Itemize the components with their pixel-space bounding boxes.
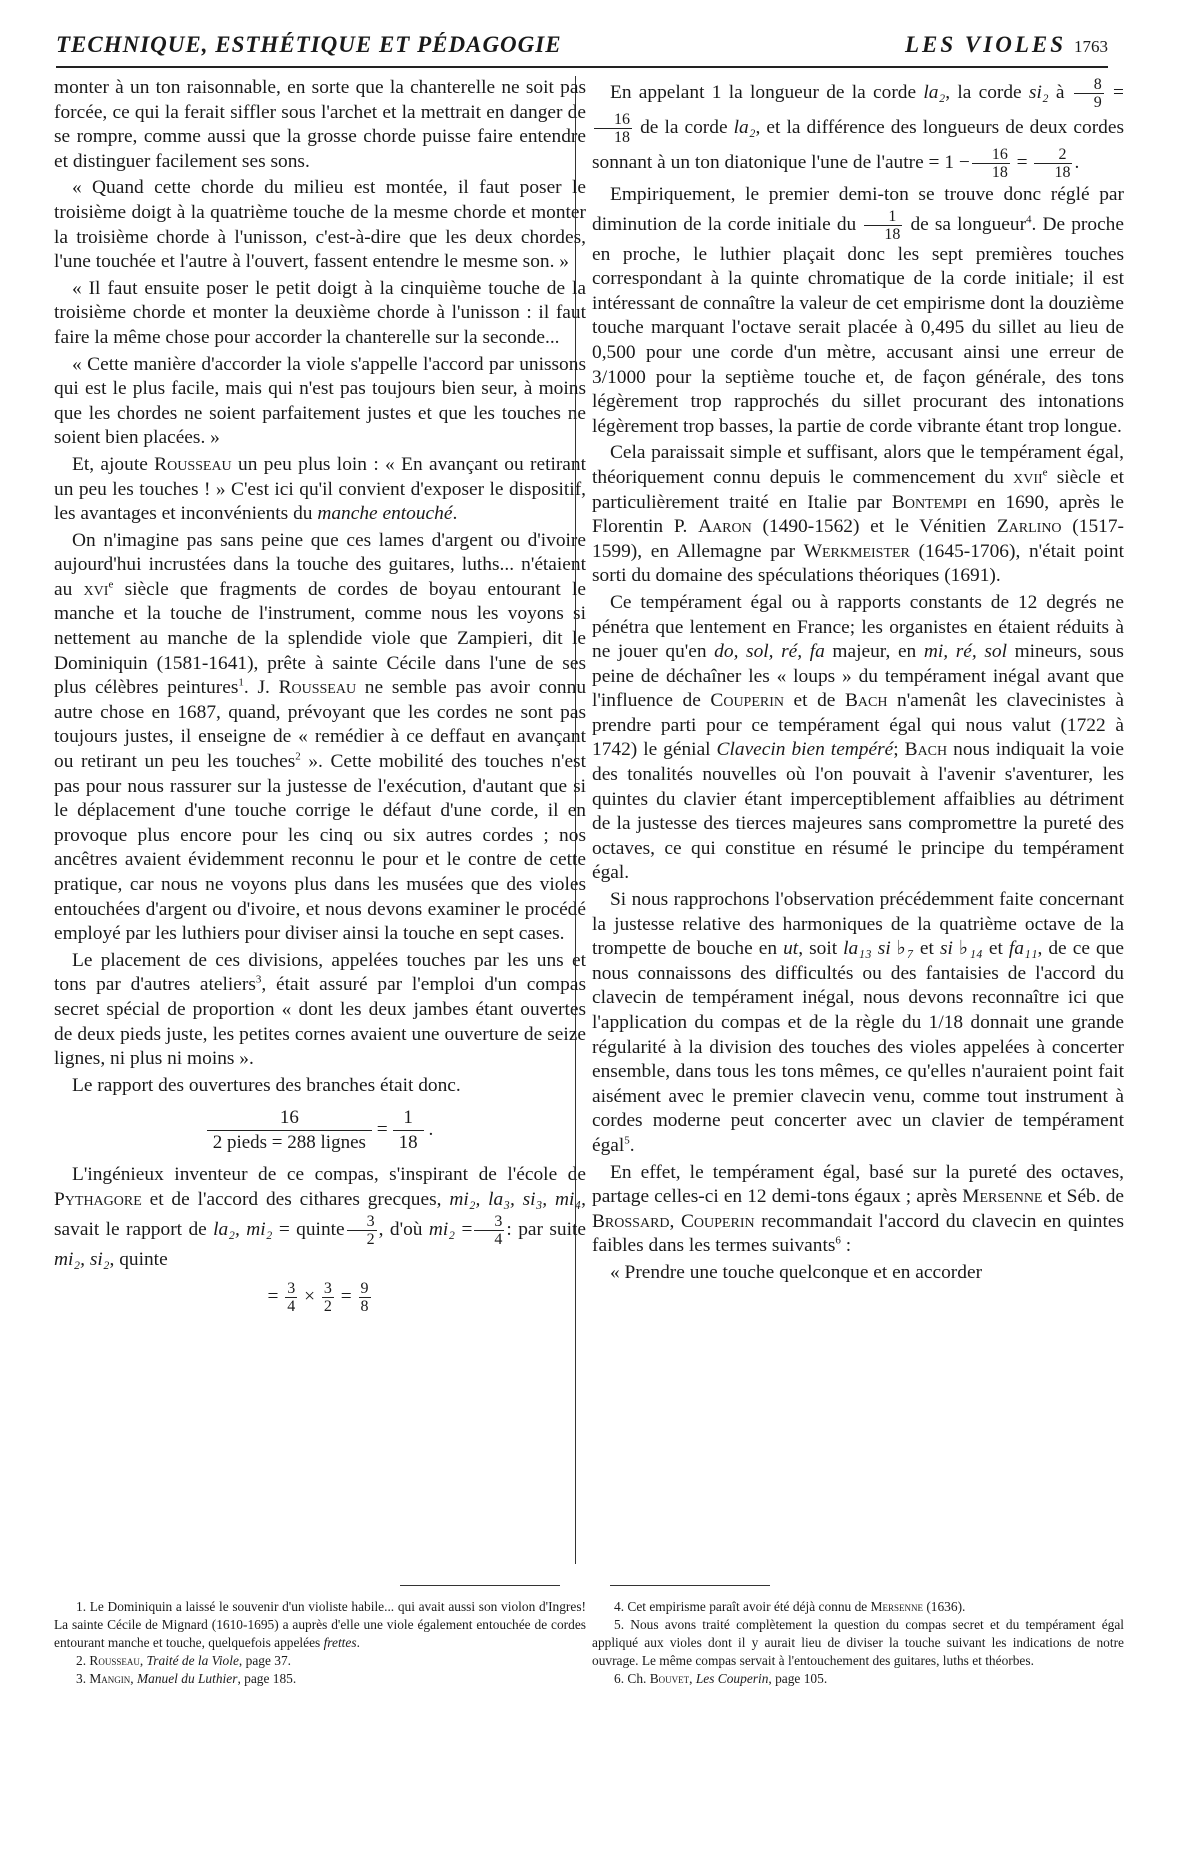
paragraph: En appelant 1 la longueur de la corde la₂, la corde si₂ à $\frac{8}{9}$ = $\frac{16}{18}$ de la corde la₂, et la différence des longueurs de deux cordes sonnant à un ton diatonique l'une de l'autre = 1 − $\frac{16}{18}$ = $\frac{2}{18}$ . <box>592 76 1125 181</box>
author-name: Aaron <box>698 516 752 538</box>
paragraph: « Il faut ensuite poser le petit doigt à la cinquième touche de la troisième chorde et monter la deuxième chorde à l'unisson : il faut faire la même chose pour accorder la chanterelle sur la seconde... <box>54 277 586 348</box>
paragraph: « Quand cette chorde du milieu est montée, il faut poser le troisième doigt à la quatrième touche de la mesme chorde et monter la troisième chorde à l'unisson, c'est-à-dire que les deux chordes, l'une touchée et l'autre à l'ouvert, fassent entendre le mesme son. » <box>54 177 586 273</box>
author-name: Zarlino <box>996 516 1062 538</box>
footnote-ref: 4 <box>1026 213 1032 226</box>
footnote-ref: 5 <box>624 1134 630 1147</box>
author-name: Bach <box>904 739 948 761</box>
paragraph: Empiriquement, le premier demi-ton se trouve donc réglé par diminution de la corde initiale du $\frac{1}{18}$ de sa longueur$^4$. De proche en proche, le luthier plaçait donc les sept premières touches correspondant à la quinte chromatique de la corde initiale; il est intéressant de connaître la valeur de cet empirisme dont la douzième touche marquant l'octave serait placée à 0,495 du sillet au lieu de 0,500 pour une corde d'un mètre, accusant ainsi une erreur de 3/1000 pour la septième touche et, de façon générale, des tons légèrement trop rapprochés du sillet procurant des intonations légèrement trop basses, la partie de corde vibrante étant trop longue. <box>592 184 1124 437</box>
author-name: Werkmeister <box>803 540 910 562</box>
right-column <box>592 76 1124 1288</box>
running-header-chapter-title: LES VIOLES <box>904 32 1066 57</box>
running-header <box>56 30 1108 68</box>
footnote: 6. Ch. Bouvet, Les Couperin, page 105. <box>614 1671 828 1686</box>
footnote-ref: 6 <box>835 1234 841 1247</box>
footnote-ref: 1 <box>238 676 244 689</box>
footnote-rule-left <box>400 1585 560 1586</box>
author-name: Bach <box>844 690 888 712</box>
paragraph: Et, ajoute Rousseau un peu plus loin : « En avançant ou retirant un peu les touches ! » C'est ici qu'il convient d'exposer le dispositif, les avantages et inconvénients du manche entouché. <box>54 453 586 525</box>
author-name: Rousseau <box>154 453 232 475</box>
equation-ratio: 16 2 pieds = 288 lignes = $\frac{1}{18}$ . <box>54 1106 586 1155</box>
paragraph: L'ingénieux inventeur de ce compas, s'inspirant de l'école de Pythagore et de l'accord des cithares grecques, mi₂, la₃, si₃, mi₄, savait le rapport de la₂, mi₂ = quinte $\frac{3}{2}$ , d'où mi₂ = $\frac{3}{4}$ : par suite mi₂, si₂, quinte <box>54 1164 586 1270</box>
paragraph: On n'imagine pas sans peine que ces lames d'argent ou d'ivoire aujourd'hui incrustées dans la touche des guitares, luths... n'étaient au xvi$^e$ siècle que fragments de cordes de boyau entourant le manche et la touche de l'instrument, comme nous les voyons si nettement au manche de la splendide viole que Zampieri, dit le Dominiquin (1581-1641), prête à sainte Cécile dans l'une de ses plus célèbres peintures$^1$. J. Rousseau ne semble pas avoir connu autre chose en 1687, quand, prévoyant que les cordes ne sont pas toujours justes, il enseigne de « remédier à ce deffaut en avançant ou retirant un peu les touches$^2$ ». Cette mobilité des touches n'est pas pour nous rassurer sur la justesse de l'exécution, d'autant que si le déplacement d'une touche corrige le défaut d'une corde, il en provoque plus encore pour les cinq ou six autres cordes ; nos ancêtres avaient évidemment reconnu le pour et le contre de cette pratique, car nous ne voyons plus dans les musées que des violes entouchées d'argent ou d'ivoire, et nous devons examiner le procédé employé par les luthiers pour diviser ainsi la touche en sept cases. <box>54 529 587 945</box>
paragraph: Le placement de ces divisions, appelées touches par les uns et tons par d'autres ateliers$^3$, était assuré par l'emploi d'un compas secret spécial de proportion « dont les deux jambes étant ouvertes de deux pieds juste, les petites cornes avaient une ouverture de seize lignes, ni plus ni moins ». <box>54 949 586 1070</box>
footnote-ref: 3 <box>255 973 262 986</box>
footnotes-right <box>592 1598 1124 1688</box>
author-name: Pythagore <box>54 1188 142 1210</box>
footnotes-left <box>54 1598 586 1688</box>
author-name: Couperin <box>710 690 785 712</box>
author-name: Rousseau <box>278 677 357 699</box>
paragraph: « Prendre une touche quelconque et en accorder <box>610 1261 983 1283</box>
paragraph: Ce tempérament égal ou à rapports constants de 12 degrés ne pénétra que lentement en France; les organistes en étaient réduits à ne jouer qu'en do, sol, ré, fa majeur, en mi, ré, sol mineurs, sous peine de déchaîner les « loups » du tempérament inégal avant que l'influence de Couperin et de Bach n'amenât les clavecinistes à prendre parti pour ce tempérament égal qui nous valut (1722 à 1742) le génial Clavecin bien tempéré; Bach nous indiquait la voie des tonalités nouvelles où l'on pouvait à l'avenir s'aventurer, les quintes du clavier étant imperceptiblement affaiblies au détriment de la justesse des tierces majeures sans compromettre la pureté des octaves, ce qui constitue en résumé le principe du tempérament égal. <box>592 591 1125 884</box>
author-name: Couperin <box>680 1210 755 1232</box>
footnote-ref: 2 <box>295 750 301 763</box>
equation-product: = $\frac{3}{4}$ × $\frac{3}{2}$ = $\frac{9}{8}$ <box>267 1280 369 1316</box>
paragraph: Cela paraissait simple et suffisant, alors que le tempérament égal, théoriquement connu depuis le commencement du xvii$^e$ siècle et particulièrement traité en Italie par Bontempi en 1690, après le Florentin P. Aaron (1490-1562) et le Vénitien Zarlino (1517-1599), en Allemagne par Werkmeister (1645-1706), n'était point sorti du domaine des spéculations théoriques (1691). <box>592 442 1124 587</box>
page-number: 1763 <box>1074 37 1108 56</box>
footnote-rule-right <box>610 1585 770 1586</box>
author-name: Brossard <box>592 1210 670 1232</box>
running-header-right <box>905 32 1108 58</box>
left-column <box>54 76 586 1323</box>
paragraph: monter à un ton raisonnable, en sorte que la chanterelle ne soit pas forcée, ce qui la ferait siffler sous l'archet et la mettrait en danger de se rompre, comme aussi que la grosse chorde puisse faire entendre et distinguer facilement ses sons. <box>54 77 586 172</box>
paragraph: Le rapport des ouvertures des branches était donc. <box>72 1074 461 1096</box>
footnote: 2. Rousseau, Traité de la Viole, page 37. <box>76 1653 291 1668</box>
paragraph: « Cette manière d'accorder la viole s'appelle l'accord par unissons qui est le plus facile, mais qui n'est pas toujours bien seur, à moins que les chordes ne soient parfaitement justes et que les touches ne soient bien placées. » <box>54 353 586 449</box>
footnote: 3. Mangin, Manuel du Luthier, page 185. <box>76 1671 297 1686</box>
paragraph: En effet, le tempérament égal, basé sur la pureté des octaves, partage celles-ci en 12 demi-tons égaux ; après Mersenne et Séb. de Brossard, Couperin recommandait l'accord du clavecin en quintes faibles dans les termes suivants$^6$ : <box>592 1161 1125 1257</box>
paragraph: Si nous rapprochons l'observation précédemment faite concernant la justesse relative des harmoniques de la quatrième octave de la trompette de bouche en ut, soit la₁₃ si ♭₇ et si ♭₁₄ et fa₁₁, de ce que nous connaissons des difficultés ou des fantaisies de l'accord du clavecin de tempérament inégal, nous devons reconnaître ici que l'application du compas et de la règle du 1/18 donnait une grande régularité à la division des touches des violes appelées à concerter ensemble, dans tous les tons mêmes, ce qu'elles n'auraient point fait aisément avec le premier clavecin venu, comme tout instrument à cordes moderne peut concerter avec un clavier de tempérament égal$^5$. <box>592 889 1124 1156</box>
author-name: Mersenne <box>962 1186 1043 1208</box>
footnote: 1. Le Dominiquin a laissé le souvenir d'un violiste habile... qui avait aussi son violon d'Ingres! La sainte Cécile de Mignard (1610-1695) a auprès d'elle une viole également entouchée de cordes entourant manche et touche, quelquefois appelées frettes. <box>54 1599 586 1650</box>
footnote: 4. Cet empirisme paraît avoir été déjà connu de Mersenne (1636). <box>614 1599 966 1614</box>
running-header-section-title: TECHNIQUE, ESTHÉTIQUE ET PÉDAGOGIE <box>56 32 562 57</box>
footnote: 5. Nous avons traité complètement la question du compas secret et du tempérament égal appliqué aux violes dont il y aurait lieu de diviser la touche suivant les indications de notre ouvrage. Le même compas servait à l'entouchement des guitares, luths et théorbes. <box>592 1617 1124 1668</box>
author-name: Bontempi <box>891 491 968 513</box>
